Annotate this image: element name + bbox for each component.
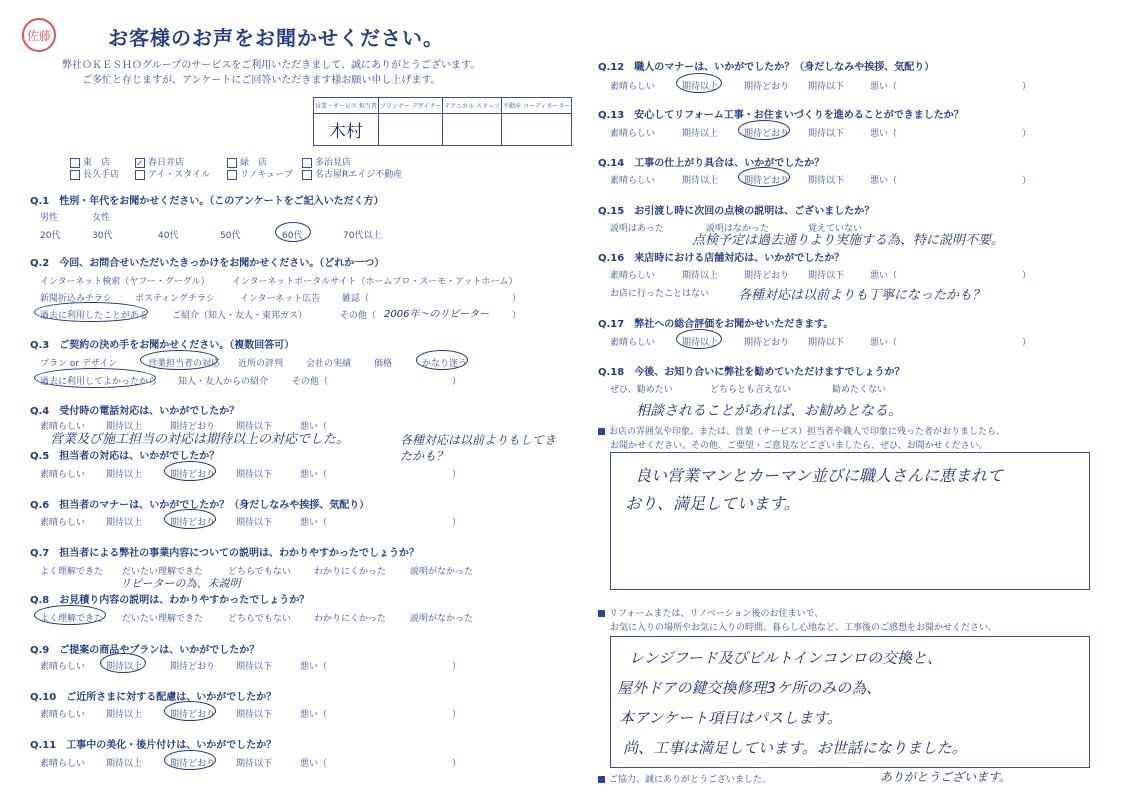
- q2-option-selected[interactable]: 過去に利用したことがある: [40, 311, 149, 321]
- store-option[interactable]: 緑 店: [227, 155, 267, 168]
- q12-option[interactable]: 悪い（: [870, 82, 898, 92]
- reform-text-1: リフォームまたは、リノベーション後のお住まいで、: [598, 606, 823, 619]
- q5-option[interactable]: 悪い（: [300, 470, 328, 480]
- bullet-square-icon: [598, 776, 605, 783]
- q16-option[interactable]: 期待以上: [682, 271, 719, 281]
- q3-option[interactable]: 会社の実績: [306, 359, 352, 369]
- q10-option[interactable]: 期待以下: [236, 710, 273, 720]
- q2-option[interactable]: ご紹介（知人・友人・東邦ガス）: [172, 311, 308, 321]
- checkbox[interactable]: [135, 170, 145, 180]
- q17-option[interactable]: 期待どおり: [744, 338, 790, 348]
- q16-option[interactable]: 期待どおり: [744, 271, 790, 281]
- q6-option[interactable]: 素晴らしい: [40, 518, 86, 528]
- seal-stamp: 佐藤: [22, 18, 56, 52]
- staff-header: プランナー デザイナー: [378, 98, 443, 114]
- q4-option[interactable]: 期待以下: [236, 422, 273, 432]
- page-title: お客様のお声をお聞かせください。: [108, 26, 444, 50]
- q13-label: Q.13 安心してリフォーム工事・お住まいづくりを進めることができましたか？: [598, 110, 964, 121]
- q7-option[interactable]: よく理解できた: [40, 567, 104, 577]
- q6-label: Q.6 担当者のマナーは、いかがでしたか？（身だしなみや挨拶、気配り）: [30, 500, 370, 511]
- q9-option-selected[interactable]: 期待以上: [106, 662, 143, 672]
- checkbox[interactable]: [227, 158, 237, 168]
- q2-option[interactable]: インターネット検索（ヤフー・グーグル）: [40, 277, 210, 287]
- staff-handwritten-name: 木村: [328, 122, 363, 142]
- q9-paren: ）: [452, 662, 462, 672]
- q14-label: Q.14 工事の仕上がり具合は、いかがでしたか？: [598, 158, 825, 169]
- q3-option[interactable]: その他（: [292, 377, 329, 387]
- q7-label: Q.7 担当者による弊社の事業内容についての説明は、わかりやすかったでしょうか？: [30, 548, 420, 559]
- q2-option[interactable]: 新聞折込みチラシ: [40, 294, 113, 304]
- q8-option[interactable]: どちらでもない: [228, 614, 291, 624]
- q4-option[interactable]: 期待どおり: [170, 422, 216, 432]
- reform-handwritten-1: レンジフード及びビルトインコンロの交換と、: [629, 649, 943, 667]
- q9-option[interactable]: 期待以下: [236, 662, 273, 672]
- q2-option[interactable]: 雑誌（: [342, 294, 370, 304]
- reform-textarea[interactable]: [610, 636, 1090, 768]
- store-option[interactable]: 長久手店: [70, 167, 119, 180]
- staff-name-cell[interactable]: [314, 114, 379, 146]
- q11-option[interactable]: 期待以上: [106, 759, 143, 769]
- selection-circle: [738, 167, 790, 187]
- q16-label: Q.16 来店時における店舗対応は、いかがでしたか？: [598, 253, 845, 264]
- q3-option-selected[interactable]: 営業担当者の対応: [148, 359, 221, 369]
- q13-option[interactable]: 期待以下: [808, 129, 845, 139]
- q1-label: Q.1 性別・年代をお聞かせください。（このアンケートをご記入いただく方）: [30, 196, 384, 207]
- q15-label: Q.15 お引渡し時に次回の点検の説明は、ございましたか？: [598, 206, 875, 217]
- bullet-square-icon: [598, 428, 605, 435]
- selection-circle: [34, 302, 148, 322]
- selection-circle: [676, 73, 722, 93]
- impression-textarea[interactable]: [610, 452, 1090, 590]
- store-option[interactable]: 東 店: [70, 155, 110, 168]
- staff-name-cell[interactable]: [443, 114, 502, 146]
- q5-option[interactable]: 期待以上: [106, 470, 143, 480]
- q4-option[interactable]: 期待以上: [106, 422, 143, 432]
- q9-option[interactable]: 期待どおり: [170, 662, 216, 672]
- reform-text-2: お気に入りの場所やお気に入りの時間、暮らし心地など、工事後のご感想をお聞かせください。: [610, 623, 998, 633]
- q14-option[interactable]: 期待以下: [808, 176, 845, 186]
- q16-paren: ）: [1022, 271, 1032, 281]
- selection-circle: [275, 222, 311, 242]
- q1-age[interactable]: 70代以上: [343, 231, 382, 241]
- q13-option[interactable]: 悪い（: [870, 129, 898, 139]
- impression-handwritten-1: 良い営業マンとカーマン並びに職人さんに恵まれて: [635, 466, 1004, 485]
- q12-option[interactable]: 素晴らしい: [610, 82, 656, 92]
- q17-option[interactable]: 素晴らしい: [610, 338, 656, 348]
- q8-option[interactable]: だいたい理解できた: [122, 614, 204, 624]
- q14-paren: ）: [1022, 176, 1032, 186]
- q2-label: Q.2 今回、お問合せいただいたきっかけをお聞かせください。（どれか一つ）: [30, 258, 385, 269]
- staff-header: 営業・サービス 担当者: [314, 98, 379, 114]
- q4-handwritten: 営業及び施工担当の対応は期待以上の対応でした。: [50, 432, 350, 447]
- staff-table: [313, 97, 572, 146]
- q5-option[interactable]: 期待以下: [236, 470, 273, 480]
- selection-circle: [164, 461, 216, 481]
- q4-handwritten-2: 各種対応は以前よりもしてきたかも？: [400, 433, 557, 463]
- q14-option[interactable]: 悪い（: [870, 176, 898, 186]
- q1-age[interactable]: 40代: [158, 231, 179, 241]
- selection-circle: [416, 350, 468, 370]
- staff-header: テクニカル スタッフ: [443, 98, 502, 114]
- reform-handwritten-3: 本アンケート項目はパスします。: [619, 709, 842, 727]
- q1-age[interactable]: 30代: [92, 231, 113, 241]
- q15-option[interactable]: 説明はあった: [610, 224, 664, 234]
- q1-age-selected[interactable]: 60代: [282, 231, 303, 241]
- checkbox[interactable]: [227, 170, 237, 180]
- q11-paren: ）: [452, 759, 462, 769]
- q17-option[interactable]: 期待以下: [808, 338, 845, 348]
- store-option[interactable]: ✓ 春日井店: [136, 158, 185, 169]
- q16-option[interactable]: 悪い（: [870, 271, 898, 281]
- q14-option[interactable]: 期待以上: [682, 176, 719, 186]
- staff-name-cell[interactable]: [501, 114, 571, 146]
- q3-label: Q.3 ご契約の決め手をお聞かせください。（複数回答可）: [30, 340, 295, 351]
- q7-option[interactable]: だいたい理解できた: [122, 567, 204, 577]
- q3-option[interactable]: プラン or デザイン: [40, 359, 118, 369]
- q9-option[interactable]: 悪い（: [300, 662, 328, 672]
- q4-option[interactable]: 素晴らしい: [40, 422, 86, 432]
- q6-option[interactable]: 期待以上: [106, 518, 143, 528]
- q8-option[interactable]: わかりにくかった: [314, 614, 387, 624]
- q15-option[interactable]: 説明はなかった: [706, 224, 770, 234]
- q10-option-selected[interactable]: 期待どおり: [170, 710, 216, 720]
- q11-label: Q.11 工事中の美化・後片付けは、いかがでしたか？: [30, 740, 277, 751]
- impression-text-1: お店の雰囲気や印象。または、営業（サービス）担当者や職人で印象に残った者がおりましたら、: [598, 424, 1005, 437]
- q8-label: Q.8 お見積り内容の説明は、わかりやすかったでしょうか？: [30, 595, 310, 606]
- impression-text-2: お聞かせください。その他、ご要望・ご意見などございましたら、ぜひ、お聞かせください。: [610, 441, 988, 451]
- selection-circle: [34, 605, 106, 625]
- q8-option-selected[interactable]: よく理解できた: [40, 614, 104, 624]
- q17-option-selected[interactable]: 期待以上: [682, 338, 719, 348]
- q2-option[interactable]: インターネットポータルサイト（ホームプロ・スーモ・アットホーム）: [232, 277, 518, 287]
- reform-handwritten-2: 屋外ドアの鍵交換修理3ケ所のみの為、: [617, 679, 882, 697]
- q15-handwritten: 点検予定は過去通りより実施する為、特に説明不要。: [692, 233, 1005, 248]
- q5-paren: ）: [452, 470, 462, 480]
- selection-circle: [140, 350, 221, 370]
- checkbox-checked[interactable]: ✓: [136, 158, 144, 169]
- q6-option-selected[interactable]: 期待どおり: [170, 518, 216, 528]
- bullet-square-icon: [598, 610, 605, 617]
- q12-label: Q.12 職人のマナーは、いかがでしたか？（身だしなみや挨拶、気配り）: [598, 62, 935, 73]
- q3-option-selected[interactable]: 過去に利用してよかったから: [40, 377, 158, 387]
- selection-circle: [164, 750, 216, 770]
- q3-paren: ）: [452, 377, 462, 387]
- q10-option[interactable]: 期待以上: [106, 710, 143, 720]
- q3-option-selected[interactable]: かなり迷う: [422, 359, 468, 369]
- reform-handwritten-4: 尚、工事は満足しています。お世話になりました。: [623, 739, 967, 757]
- q7-option[interactable]: 説明がなかった: [410, 567, 474, 577]
- q16-option[interactable]: 期待以下: [808, 271, 845, 281]
- q2-option[interactable]: インターネット広告: [240, 294, 321, 304]
- store-option[interactable]: 多治見店: [302, 155, 351, 168]
- q6-paren: ）: [452, 518, 462, 528]
- q9-option[interactable]: 素晴らしい: [40, 662, 86, 672]
- intro-line-2: ご多忙と存じますが、アンケートにご回答いただきます様お願い申し上げます。: [82, 75, 441, 86]
- q14-option-selected[interactable]: 期待どおり: [744, 176, 790, 186]
- q4-label: Q.4 受付時の電話対応は、いかがでしたか？: [30, 406, 240, 417]
- q12-option[interactable]: 期待以下: [808, 82, 845, 92]
- checkbox[interactable]: [302, 158, 312, 168]
- q18-option[interactable]: ぜひ、勧めたい: [610, 385, 673, 395]
- q17-label: Q.17 弊社への総合評価をお聞かせいただきます。: [598, 319, 834, 330]
- q10-paren: ）: [452, 710, 462, 720]
- footer-handwritten: ありがとうございます。: [880, 770, 1012, 784]
- store-option[interactable]: 名古屋Rエイジ不動産: [302, 167, 402, 180]
- q10-option[interactable]: 悪い（: [300, 710, 328, 720]
- staff-header: 不動産 コーディネーター: [501, 98, 571, 114]
- intro-line-1: 弊社ＯＫＥＳＨＯグループのサービスをご利用いただきまして、誠にありがとうございます。: [62, 60, 481, 71]
- q12-paren: ）: [1022, 82, 1032, 92]
- q2-option[interactable]: その他（: [340, 311, 377, 321]
- q1-gender[interactable]: 女性: [92, 213, 111, 223]
- q11-option-selected[interactable]: 期待どおり: [170, 759, 216, 769]
- q18-label: Q.18 今後、お知り合いに弊社を勧めていただけますでしょうか？: [598, 367, 905, 378]
- selection-circle: [164, 509, 216, 529]
- q1-age[interactable]: 50代: [220, 231, 241, 241]
- q11-option[interactable]: 期待以下: [236, 759, 273, 769]
- q14-option[interactable]: 素晴らしい: [610, 176, 656, 186]
- impression-handwritten-2: おり、満足しています。: [625, 494, 800, 513]
- selection-circle: [100, 653, 146, 673]
- q13-option[interactable]: 素晴らしい: [610, 129, 656, 139]
- q2-other-handwritten: 2006年〜のリピーター: [384, 309, 490, 320]
- q3-option[interactable]: 価格: [374, 359, 393, 369]
- q10-option[interactable]: 素晴らしい: [40, 710, 86, 720]
- q6-option[interactable]: 期待以下: [236, 518, 273, 528]
- q5-label: Q.5 担当者の対応は、いかがでしたか？: [30, 451, 220, 462]
- q9-label: Q.9 ご提案の商品やプランは、いかがでしたか？: [30, 645, 260, 656]
- q12-option[interactable]: 期待どおり: [744, 82, 790, 92]
- q18-option[interactable]: どちらとも言えない: [710, 385, 792, 395]
- checkbox[interactable]: [70, 170, 80, 180]
- q16-handwritten: 各種対応は以前よりも丁寧になったかも？: [738, 288, 986, 303]
- q7-option[interactable]: わかりにくかった: [314, 567, 387, 577]
- q18-handwritten: 相談されることがあれば、お勧めとなる。: [636, 403, 902, 419]
- q5-option[interactable]: 素晴らしい: [40, 470, 86, 480]
- q7-handwritten: リピーターの為、未説明: [120, 577, 241, 590]
- q13-option-selected[interactable]: 期待どおり: [744, 129, 790, 139]
- staff-name-cell[interactable]: [378, 114, 443, 146]
- q13-paren: ）: [1022, 129, 1032, 139]
- q6-option[interactable]: 悪い（: [300, 518, 328, 528]
- selection-circle: [164, 701, 216, 721]
- selection-circle: [676, 329, 722, 349]
- store-option[interactable]: アイ・スタイル: [135, 167, 210, 180]
- q8-option[interactable]: 説明がなかった: [410, 614, 474, 624]
- q12-option-selected[interactable]: 期待以上: [682, 82, 719, 92]
- q4-option[interactable]: 悪い（: [300, 422, 328, 432]
- q18-option[interactable]: 勧めたくない: [832, 385, 887, 395]
- q1-age[interactable]: 20代: [40, 231, 61, 241]
- q13-option[interactable]: 期待以上: [682, 129, 719, 139]
- footer-thanks: ご協力、誠にありがとうございました。: [598, 772, 771, 785]
- q17-paren: ）: [1022, 338, 1032, 348]
- q15-option[interactable]: 覚えていない: [808, 224, 863, 234]
- q16-option[interactable]: 素晴らしい: [610, 271, 656, 281]
- q16-option[interactable]: お店に行ったことはない: [610, 289, 710, 299]
- checkbox[interactable]: [302, 170, 312, 180]
- store-option[interactable]: リノキューブ: [227, 167, 293, 180]
- q11-option[interactable]: 素晴らしい: [40, 759, 86, 769]
- selection-circle: [738, 120, 790, 140]
- q17-option[interactable]: 悪い（: [870, 338, 898, 348]
- q11-option[interactable]: 悪い（: [300, 759, 328, 769]
- selection-circle: [34, 368, 156, 388]
- q3-option[interactable]: 近所の評判: [238, 359, 284, 369]
- q10-label: Q.10 ご近所さまに対する配慮は、いかがでしたか？: [30, 692, 277, 703]
- checkbox[interactable]: [70, 158, 80, 168]
- q2-paren: ）: [512, 294, 522, 304]
- q1-gender[interactable]: 男性: [40, 213, 59, 223]
- q2-option[interactable]: ポスティングチラシ: [135, 294, 215, 304]
- q2-paren: ）: [512, 311, 522, 321]
- q5-option-selected[interactable]: 期待どおり: [170, 470, 216, 480]
- q7-option[interactable]: どちらでもない: [228, 567, 291, 577]
- q3-option[interactable]: 知人・友人からの紹介: [178, 377, 269, 387]
